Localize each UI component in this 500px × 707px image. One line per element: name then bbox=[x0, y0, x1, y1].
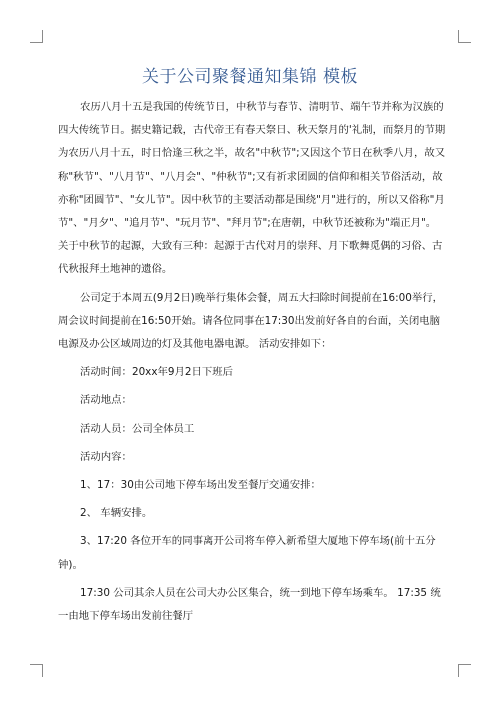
document-body bbox=[58, 96, 446, 628]
body-line: 公司定于本周五(9月2日)晚举行集体会餐，周五大扫除时间提前在16:00举行， bbox=[80, 291, 443, 304]
body-line: 关于中秋节的起源，大致有三种：起源于古代对月的崇拜、月下歌舞觅偶的习俗、古 bbox=[58, 240, 443, 253]
body-line: 活动人员：公司全体员工 bbox=[80, 422, 195, 435]
crop-mark-top-left bbox=[30, 30, 43, 43]
body-line: 钟)。 bbox=[58, 558, 83, 571]
body-line: 为农历八月十五，时日恰逢三秋之半，故名"中秋节";又因这个节日在秋季八月，故又 bbox=[58, 147, 446, 160]
body-line: 活动内容： bbox=[80, 450, 132, 463]
body-line: 17:30 公司其余人员在公司大办公区集合，统一到地下停车场乘车。 17:35 统 bbox=[80, 586, 441, 599]
body-line: 亦称"团圆节"、"女儿节"。因中秋节的主要活动都是围绕"月"进行的，所以又俗称"月 bbox=[58, 193, 445, 206]
page-title: 关于公司聚餐通知集锦 模板 bbox=[142, 67, 358, 87]
crop-mark-bottom-right bbox=[458, 664, 471, 677]
crop-mark-top-right bbox=[458, 30, 471, 43]
body-line: 农历八月十五是我国的传统节日，中秋节与春节、清明节、端午节并称为汉族的 bbox=[80, 101, 444, 113]
crop-mark-bottom-left bbox=[30, 664, 43, 677]
body-line: 2、 车辆安排。 bbox=[80, 507, 153, 520]
body-line: 节"、"月夕"、"追月节"、"玩月节"、"拜月节";在唐朝，中秋节还被称为"端正月"。 bbox=[58, 217, 437, 230]
body-line: 称"秋节"、"八月节"、"八月会"、"仲秋节";又有祈求团圆的信仰和相关节俗活动，故 bbox=[58, 170, 443, 183]
body-line: 周会议时间提前在16:50开始。请各位同事在17:30出发前好各自的台面，关闭电脑 bbox=[58, 314, 440, 327]
body-line: 活动地点： bbox=[80, 394, 132, 407]
body-line: 代秋报拜土地神的遗俗。 bbox=[58, 263, 173, 276]
body-line: 四大传统节日。据史籍记载，古代帝王有春天祭日、秋天祭月的'礼制，而祭月的节期 bbox=[58, 124, 446, 137]
body-line: 一由地下停车场出发前往餐厅 bbox=[58, 610, 194, 623]
body-line: 电源及办公区域周边的灯及其他电器电源。 活动安排如下： bbox=[58, 338, 332, 351]
body-line: 3、17:20 各位开车的同事离开公司将车停入新希望大厦地下停车场(前十五分 bbox=[80, 535, 436, 548]
body-line: 活动时间：20xx年9月2日下班后 bbox=[80, 366, 234, 379]
body-line: 1、17：30由公司地下停车场出发至餐厅交通安排： bbox=[80, 479, 321, 492]
